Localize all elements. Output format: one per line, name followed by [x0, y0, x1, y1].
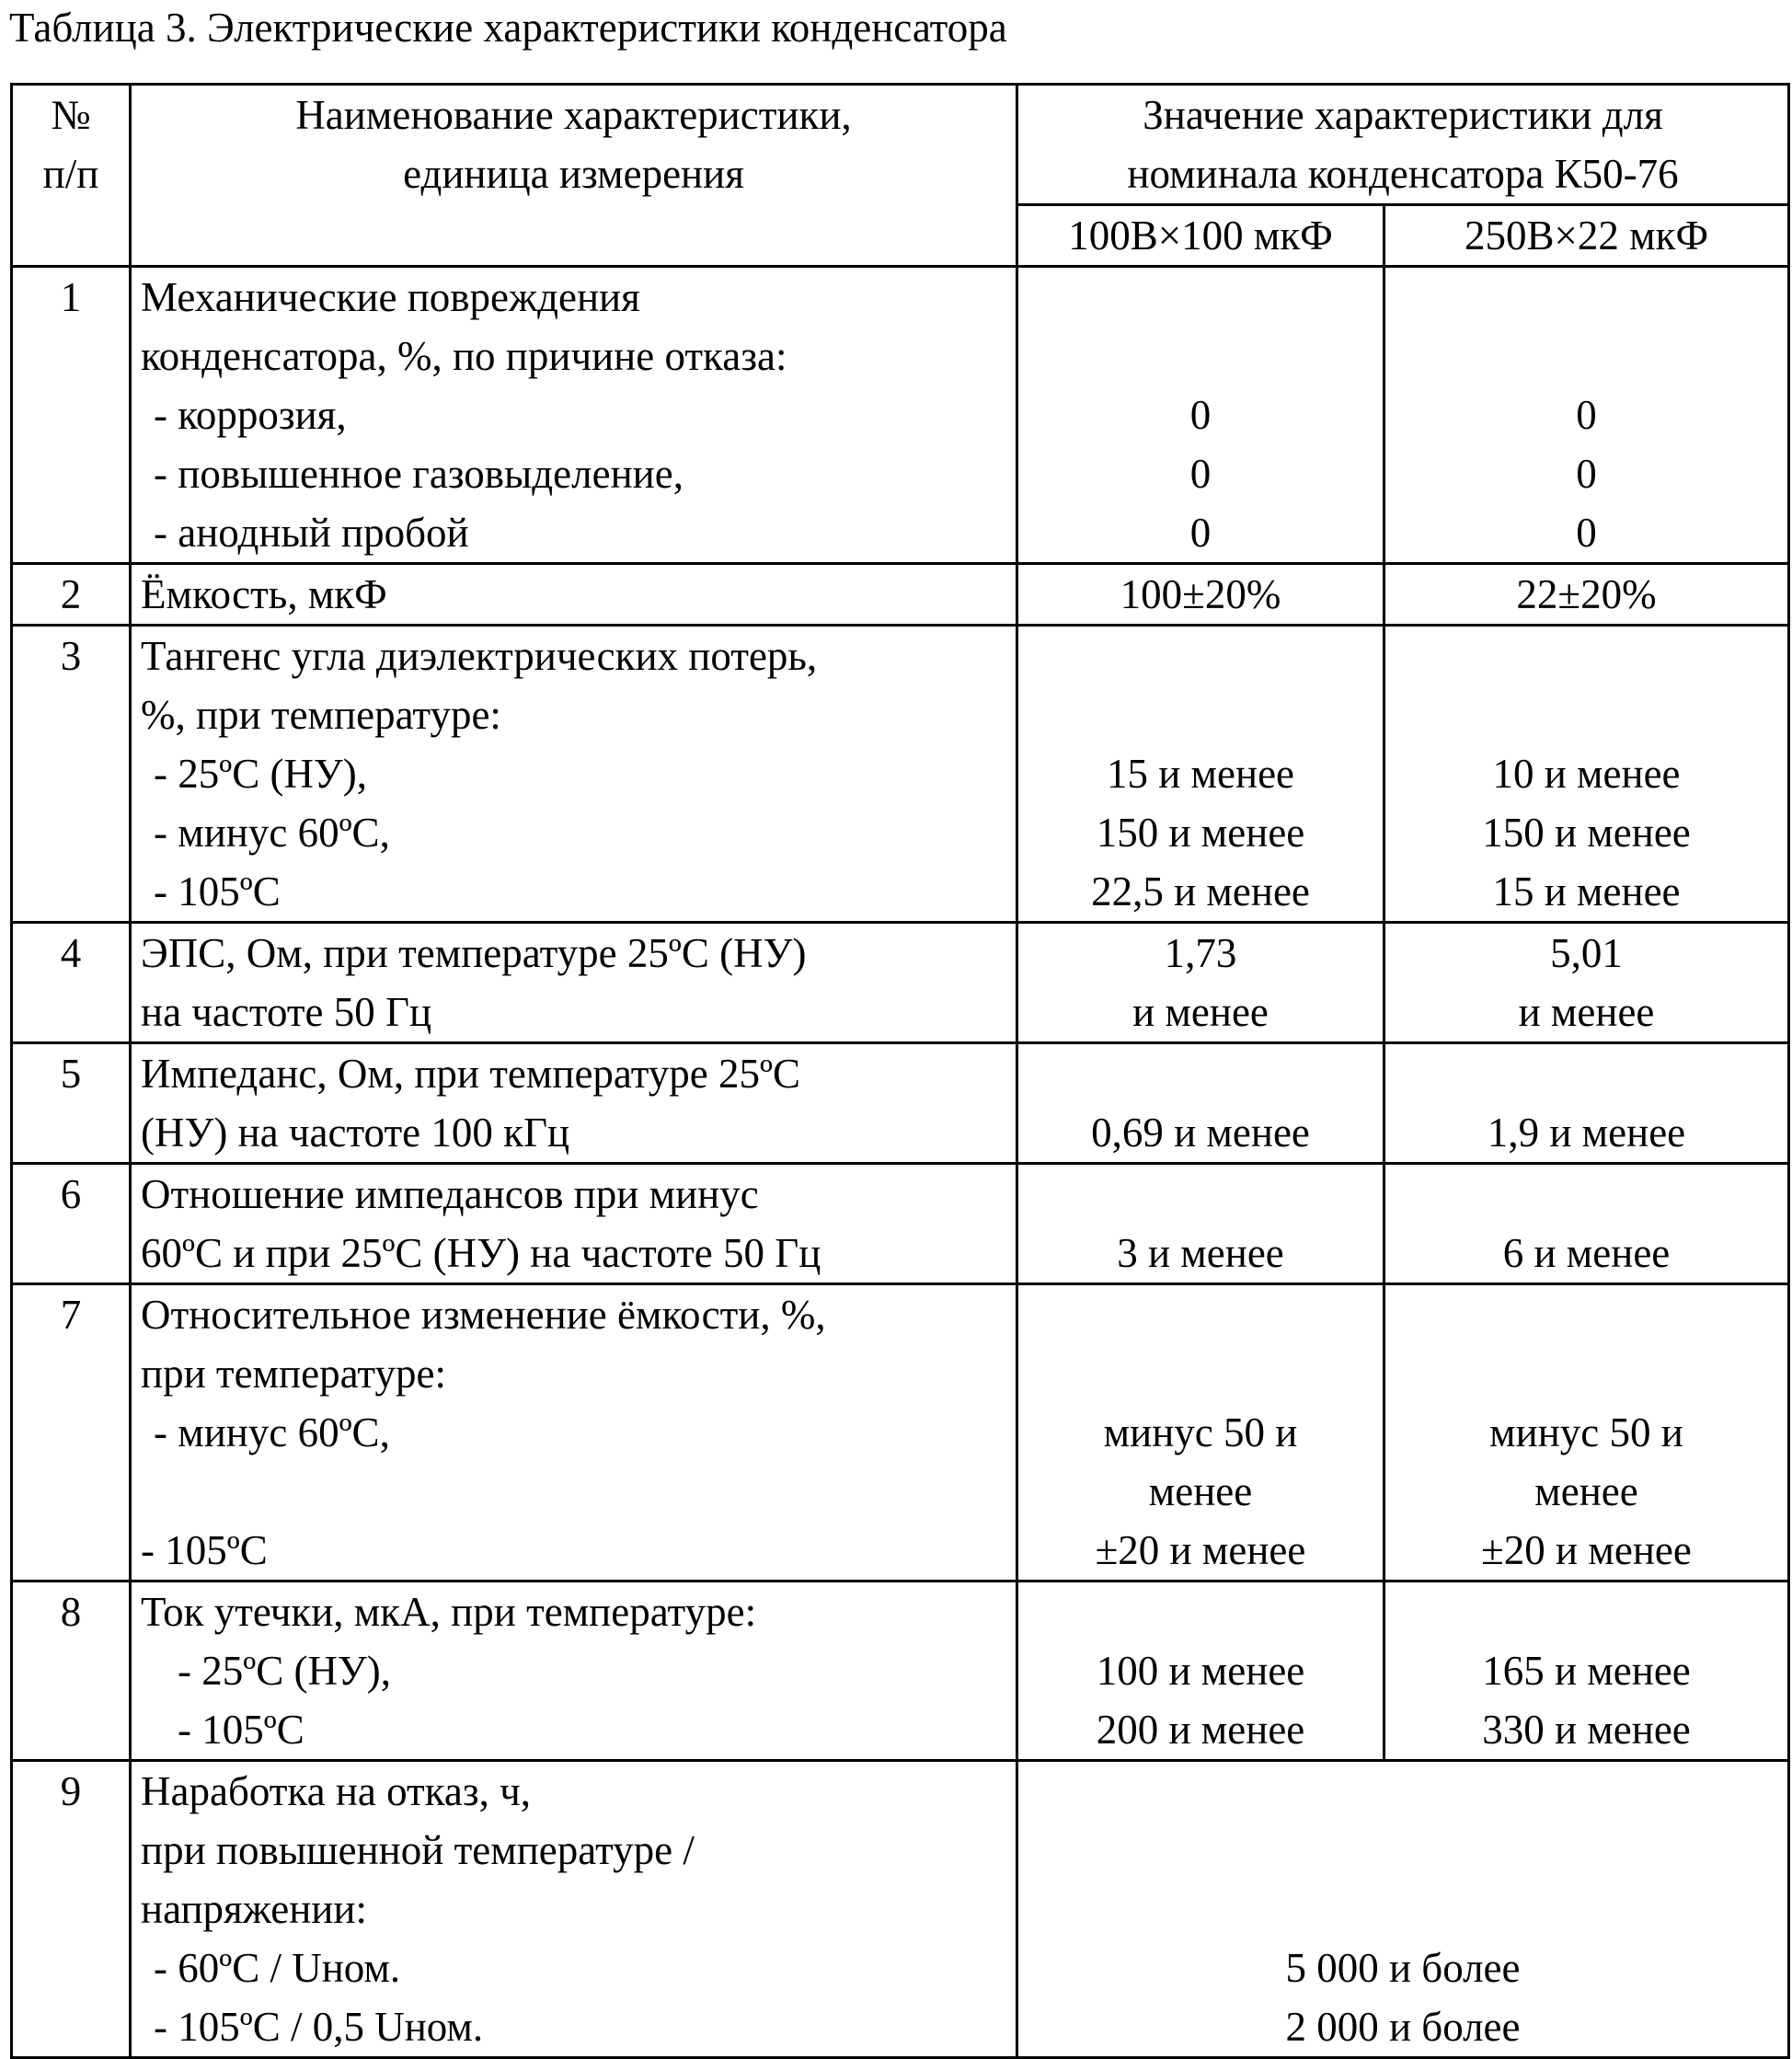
characteristic-name-line: Импеданс, Ом, при температуре 25ºС [141, 1044, 1006, 1103]
value-250v-22uf [1384, 626, 1789, 923]
value-250v-22uf [1384, 267, 1789, 564]
characteristic-name-line: при повышенной температуре / [141, 1821, 1006, 1880]
value-100v-100uf-line: 0 [1028, 503, 1373, 562]
value-100v-100uf-line [1028, 685, 1373, 744]
characteristic-name [131, 564, 1017, 626]
value-100v-100uf-line: менее [1028, 1462, 1373, 1521]
characteristic-name-line: Ёмкость, мкФ [141, 565, 1006, 624]
table-row [12, 564, 1789, 626]
header-value-line-2: номинала конденсатора К50-76 [1028, 144, 1778, 203]
value-250v-22uf-line: 0 [1395, 503, 1778, 562]
value-both-ratings-line [1028, 1880, 1778, 1938]
value-250v-22uf [1384, 564, 1789, 626]
value-100v-100uf [1017, 1164, 1384, 1284]
value-100v-100uf [1017, 626, 1384, 923]
value-100v-100uf [1017, 1284, 1384, 1582]
characteristic-name [131, 626, 1017, 923]
value-250v-22uf-line: 165 и менее [1395, 1641, 1778, 1700]
value-100v-100uf-line: 0,69 и менее [1028, 1103, 1373, 1162]
header-name-line-2: единица измерения [141, 144, 1006, 203]
value-both-ratings-line [1028, 1821, 1778, 1880]
characteristic-name [131, 1761, 1017, 2058]
characteristic-name-line: Отношение импедансов при минус [141, 1165, 1006, 1224]
characteristic-name-line: Механические повреждения [141, 268, 1006, 327]
characteristic-name-line: - повышенное газовыделение, [141, 444, 1006, 503]
value-100v-100uf-line: и менее [1028, 983, 1373, 1041]
header-value [1017, 85, 1789, 205]
value-250v-22uf [1384, 923, 1789, 1043]
value-250v-22uf-line: 15 и менее [1395, 862, 1778, 921]
value-both-ratings-line [1028, 1762, 1778, 1821]
value-100v-100uf-line: минус 50 и [1028, 1403, 1373, 1462]
characteristic-name-line: конденсатора, %, по причине отказа: [141, 327, 1006, 385]
value-100v-100uf-line: 0 [1028, 444, 1373, 503]
value-250v-22uf [1384, 1284, 1789, 1582]
header-value-line-1: Значение характеристики для [1028, 86, 1778, 144]
row-number [12, 1582, 131, 1761]
table-row [12, 1284, 1789, 1582]
table-row [12, 1164, 1789, 1284]
value-100v-100uf-line: 22,5 и менее [1028, 862, 1373, 921]
table-row [12, 1582, 1789, 1761]
value-100v-100uf [1017, 1582, 1384, 1761]
row-number [12, 1164, 131, 1284]
row-number [12, 1043, 131, 1164]
value-100v-100uf-line [1028, 268, 1373, 327]
characteristic-name [131, 1284, 1017, 1582]
value-both-ratings-line: 2 000 и более [1028, 1997, 1778, 2056]
value-250v-22uf-line: ±20 и менее [1395, 1521, 1778, 1580]
value-250v-22uf-line: 5,01 [1395, 924, 1778, 983]
value-250v-22uf-line [1395, 627, 1778, 685]
value-250v-22uf-line [1395, 1285, 1778, 1344]
characteristic-name-line: %, при температуре: [141, 685, 1006, 744]
value-100v-100uf-line: 200 и менее [1028, 1700, 1373, 1759]
value-250v-22uf-line: 22±20% [1395, 565, 1778, 624]
row-number-text: 8 [22, 1582, 120, 1641]
characteristic-name [131, 1043, 1017, 1164]
value-100v-100uf-line [1028, 1582, 1373, 1641]
characteristic-name-line: Относительное изменение ёмкости, %, [141, 1285, 1006, 1344]
header-number-abbr: п/п [22, 144, 120, 203]
value-100v-100uf [1017, 267, 1384, 564]
row-number [12, 923, 131, 1043]
characteristic-name-line: - 105ºС [141, 1700, 1006, 1759]
value-250v-22uf [1384, 1164, 1789, 1284]
characteristic-name-line: ЭПС, Ом, при температуре 25ºС (НУ) [141, 924, 1006, 983]
header-col-250v: 250В×22 мкФ [1384, 205, 1789, 267]
value-100v-100uf-line: 0 [1028, 385, 1373, 444]
value-250v-22uf-line: 150 и менее [1395, 803, 1778, 862]
table-row [12, 1761, 1789, 2058]
row-number-text: 3 [22, 627, 120, 685]
row-number-text: 1 [22, 268, 120, 327]
header-name [131, 85, 1017, 267]
value-100v-100uf-line [1028, 1285, 1373, 1344]
characteristic-name-line: - 25ºС (НУ), [141, 1641, 1006, 1700]
value-100v-100uf-line: 1,73 [1028, 924, 1373, 983]
value-both-ratings [1017, 1761, 1789, 2058]
row-number-text: 4 [22, 924, 120, 983]
characteristic-name [131, 267, 1017, 564]
value-100v-100uf-line [1028, 1344, 1373, 1403]
value-100v-100uf-line [1028, 1044, 1373, 1103]
value-250v-22uf-line: менее [1395, 1462, 1778, 1521]
table-title: Таблица 3. Электрические характеристики конденсатора [9, 2, 1007, 53]
characteristic-name [131, 1582, 1017, 1761]
characteristics-table [10, 83, 1790, 2059]
characteristic-name-line: Тангенс угла диэлектрических потерь, [141, 627, 1006, 685]
row-number-text: 5 [22, 1044, 120, 1103]
table-row [12, 1043, 1789, 1164]
value-100v-100uf-line: 3 и менее [1028, 1224, 1373, 1283]
row-number [12, 267, 131, 564]
header-name-line-1: Наименование характеристики, [141, 86, 1006, 144]
value-100v-100uf-line: 100 и менее [1028, 1641, 1373, 1700]
row-number-text: 9 [22, 1762, 120, 1821]
table-row [12, 923, 1789, 1043]
value-100v-100uf [1017, 1043, 1384, 1164]
characteristic-name [131, 923, 1017, 1043]
value-100v-100uf-line [1028, 627, 1373, 685]
value-100v-100uf-line [1028, 327, 1373, 385]
value-250v-22uf-line: 0 [1395, 444, 1778, 503]
characteristic-name-line: 60ºС и при 25ºС (НУ) на частоте 50 Гц [141, 1224, 1006, 1283]
header-number-symbol: № [22, 86, 120, 144]
characteristic-name-line: - анодный пробой [141, 503, 1006, 562]
characteristic-name-line: - 105ºС / 0,5 Uном. [141, 1997, 1006, 2056]
characteristic-name-line: - коррозия, [141, 385, 1006, 444]
value-250v-22uf-line: 1,9 и менее [1395, 1103, 1778, 1162]
value-250v-22uf [1384, 1043, 1789, 1164]
value-250v-22uf-line: и менее [1395, 983, 1778, 1041]
characteristic-name-line: - минус 60ºС, [141, 1403, 1006, 1462]
value-100v-100uf-line: 100±20% [1028, 565, 1373, 624]
value-250v-22uf-line [1395, 685, 1778, 744]
row-number-text: 7 [22, 1285, 120, 1344]
characteristic-name-line: при температуре: [141, 1344, 1006, 1403]
value-250v-22uf-line: 6 и менее [1395, 1224, 1778, 1283]
header-col-100v: 100В×100 мкФ [1017, 205, 1384, 267]
characteristic-name-line: Ток утечки, мкА, при температуре: [141, 1582, 1006, 1641]
value-250v-22uf-line [1395, 1165, 1778, 1224]
value-250v-22uf-line [1395, 1044, 1778, 1103]
row-number-text: 2 [22, 565, 120, 624]
value-100v-100uf [1017, 564, 1384, 626]
value-100v-100uf-line: 15 и менее [1028, 744, 1373, 803]
value-both-ratings-line: 5 000 и более [1028, 1938, 1778, 1997]
value-100v-100uf-line: 150 и менее [1028, 803, 1373, 862]
characteristic-name-line: - 105ºС [141, 862, 1006, 921]
value-250v-22uf-line: 0 [1395, 385, 1778, 444]
value-250v-22uf-line [1395, 268, 1778, 327]
characteristic-name-line: - 105ºС [141, 1521, 1006, 1580]
characteristic-name-line: - 60ºС / Uном. [141, 1938, 1006, 1997]
characteristic-name-line: (НУ) на частоте 100 кГц [141, 1103, 1006, 1162]
row-number [12, 1284, 131, 1582]
value-250v-22uf-line [1395, 1582, 1778, 1641]
characteristic-name-line: напряжении: [141, 1880, 1006, 1938]
characteristic-name-line: - 25ºС (НУ), [141, 744, 1006, 803]
value-100v-100uf-line: ±20 и менее [1028, 1521, 1373, 1580]
value-100v-100uf-line [1028, 1165, 1373, 1224]
characteristic-name-line: на частоте 50 Гц [141, 983, 1006, 1041]
table-row [12, 626, 1789, 923]
value-250v-22uf [1384, 1582, 1789, 1761]
row-number [12, 564, 131, 626]
table-row [12, 267, 1789, 564]
header-row [12, 85, 1789, 205]
characteristic-name-line [141, 1462, 1006, 1521]
header-number [12, 85, 131, 267]
characteristic-name [131, 1164, 1017, 1284]
characteristic-name-line: - минус 60ºС, [141, 803, 1006, 862]
row-number [12, 626, 131, 923]
value-250v-22uf-line: минус 50 и [1395, 1403, 1778, 1462]
value-250v-22uf-line [1395, 327, 1778, 385]
value-250v-22uf-line [1395, 1344, 1778, 1403]
row-number [12, 1761, 131, 2058]
value-250v-22uf-line: 330 и менее [1395, 1700, 1778, 1759]
value-250v-22uf-line: 10 и менее [1395, 744, 1778, 803]
characteristic-name-line: Наработка на отказ, ч, [141, 1762, 1006, 1821]
value-100v-100uf [1017, 923, 1384, 1043]
row-number-text: 6 [22, 1165, 120, 1224]
